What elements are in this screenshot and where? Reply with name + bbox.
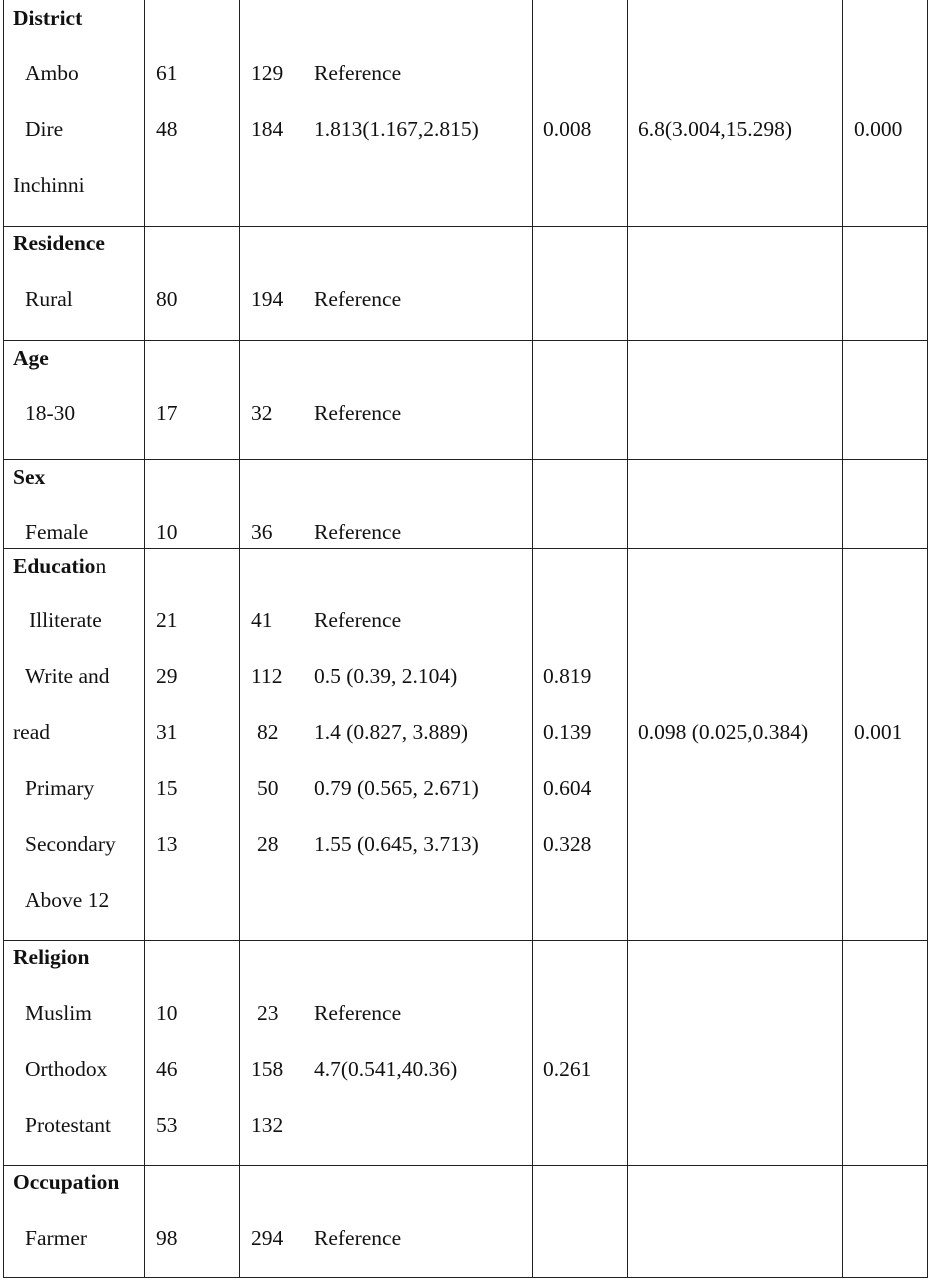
cell-count-1: 80 (156, 287, 178, 311)
col-divider (144, 341, 145, 461)
section-occupation (3, 1165, 928, 1278)
col-divider (842, 941, 843, 1167)
cell-odds-ratio: 1.813(1.167,2.815) (314, 117, 479, 141)
row-label: Rural (25, 287, 73, 311)
cell-odds-ratio: 1.55 (0.645, 3.713) (314, 832, 479, 856)
cell-count-1: 17 (156, 401, 178, 425)
cell-count-1: 61 (156, 61, 178, 85)
cell-adjusted-p-value: 0.001 (854, 720, 903, 744)
col-divider (239, 0, 240, 228)
col-divider (842, 460, 843, 550)
cell-odds-ratio: Reference (314, 1226, 402, 1250)
section-district (3, 0, 928, 228)
cell-count-1: 98 (156, 1226, 178, 1250)
cell-count-2: 41 (251, 608, 273, 632)
col-divider (627, 227, 628, 342)
row-label: Illiterate (29, 608, 102, 632)
col-divider (532, 460, 533, 550)
col-divider (627, 549, 628, 942)
col-divider (842, 549, 843, 942)
col-divider (144, 460, 145, 550)
col-divider (842, 0, 843, 228)
col-divider (239, 227, 240, 342)
col-divider (532, 227, 533, 342)
cell-count-2: 36 (251, 520, 273, 544)
cell-count-2: 50 (257, 776, 279, 800)
col-divider (627, 0, 628, 228)
col-divider (144, 1166, 145, 1277)
col-divider (627, 941, 628, 1167)
col-divider (239, 941, 240, 1167)
col-divider (239, 460, 240, 550)
cell-p-value: 0.819 (543, 664, 592, 688)
col-divider (842, 1166, 843, 1277)
section-religion (3, 940, 928, 1167)
cell-count-1: 31 (156, 720, 178, 744)
cell-count-2: 184 (251, 117, 284, 141)
row-label: Write and (25, 664, 110, 688)
col-divider (532, 941, 533, 1167)
cell-count-2: 129 (251, 61, 284, 85)
row-label: Inchinni (13, 173, 85, 197)
cell-adjusted-p-value: 0.000 (854, 117, 903, 141)
cell-count-1: 46 (156, 1057, 178, 1081)
cell-p-value: 0.008 (543, 117, 592, 141)
col-divider (532, 1166, 533, 1277)
cell-adjusted-odds-ratio: 0.098 (0.025,0.384) (638, 720, 809, 744)
col-divider (842, 227, 843, 342)
row-label: Dire (25, 117, 64, 141)
cell-odds-ratio: 0.79 (0.565, 2.671) (314, 776, 479, 800)
col-divider (239, 1166, 240, 1277)
cell-p-value: 0.604 (543, 776, 592, 800)
section-header-residence: Residence (13, 231, 105, 255)
col-divider (532, 0, 533, 228)
section-header-occupation: Occupation (13, 1170, 120, 1194)
cell-count-2: 194 (251, 287, 284, 311)
cell-adjusted-odds-ratio: 6.8(3.004,15.298) (638, 117, 793, 141)
col-divider (144, 941, 145, 1167)
row-label: Muslim (25, 1001, 92, 1025)
row-label: 18-30 (25, 401, 76, 425)
col-divider (532, 341, 533, 461)
cell-count-2: 132 (251, 1113, 284, 1137)
col-divider (144, 0, 145, 228)
col-divider (239, 549, 240, 942)
row-label: Orthodox (25, 1057, 108, 1081)
cell-count-1: 21 (156, 608, 178, 632)
section-header-sex: Sex (13, 465, 46, 489)
cell-count-2: 32 (251, 401, 273, 425)
section-header-education: Education (13, 554, 107, 578)
cell-p-value: 0.328 (543, 832, 592, 856)
row-label: Farmer (25, 1226, 88, 1250)
cell-count-2: 28 (257, 832, 279, 856)
col-divider (627, 1166, 628, 1277)
cell-odds-ratio: Reference (314, 61, 402, 85)
section-age (3, 340, 928, 461)
cell-odds-ratio: Reference (314, 608, 402, 632)
section-header-religion: Religion (13, 945, 90, 969)
section-residence (3, 226, 928, 342)
col-divider (144, 549, 145, 942)
section-sex (3, 459, 928, 550)
cell-odds-ratio: Reference (314, 520, 402, 544)
cell-p-value: 0.139 (543, 720, 592, 744)
cell-count-1: 10 (156, 1001, 178, 1025)
cell-count-2: 82 (257, 720, 279, 744)
section-header-age: Age (13, 346, 49, 370)
col-divider (627, 341, 628, 461)
row-label: Female (25, 520, 89, 544)
cell-count-2: 294 (251, 1226, 284, 1250)
col-divider (532, 549, 533, 942)
cell-count-1: 53 (156, 1113, 178, 1137)
col-divider (627, 460, 628, 550)
cell-odds-ratio: 4.7(0.541,40.36) (314, 1057, 458, 1081)
row-label: Primary (25, 776, 95, 800)
cell-odds-ratio: 1.4 (0.827, 3.889) (314, 720, 469, 744)
cell-count-1: 48 (156, 117, 178, 141)
cell-count-2: 112 (251, 664, 283, 688)
cell-count-2: 23 (257, 1001, 279, 1025)
col-divider (239, 341, 240, 461)
section-education (3, 548, 928, 942)
cell-count-2: 158 (251, 1057, 284, 1081)
cell-odds-ratio: Reference (314, 401, 402, 425)
cell-p-value: 0.261 (543, 1057, 592, 1081)
cell-odds-ratio: Reference (314, 287, 402, 311)
cell-odds-ratio: 0.5 (0.39, 2.104) (314, 664, 458, 688)
cell-count-1: 10 (156, 520, 178, 544)
row-label: Protestant (25, 1113, 111, 1137)
cell-count-1: 29 (156, 664, 178, 688)
row-label: Ambo (25, 61, 79, 85)
cell-count-1: 13 (156, 832, 178, 856)
section-header-district: District (13, 6, 83, 30)
col-divider (842, 341, 843, 461)
row-label: Secondary (25, 832, 116, 856)
row-label: read (13, 720, 50, 744)
cell-odds-ratio: Reference (314, 1001, 402, 1025)
cell-count-1: 15 (156, 776, 178, 800)
col-divider (144, 227, 145, 342)
row-label: Above 12 (25, 888, 110, 912)
